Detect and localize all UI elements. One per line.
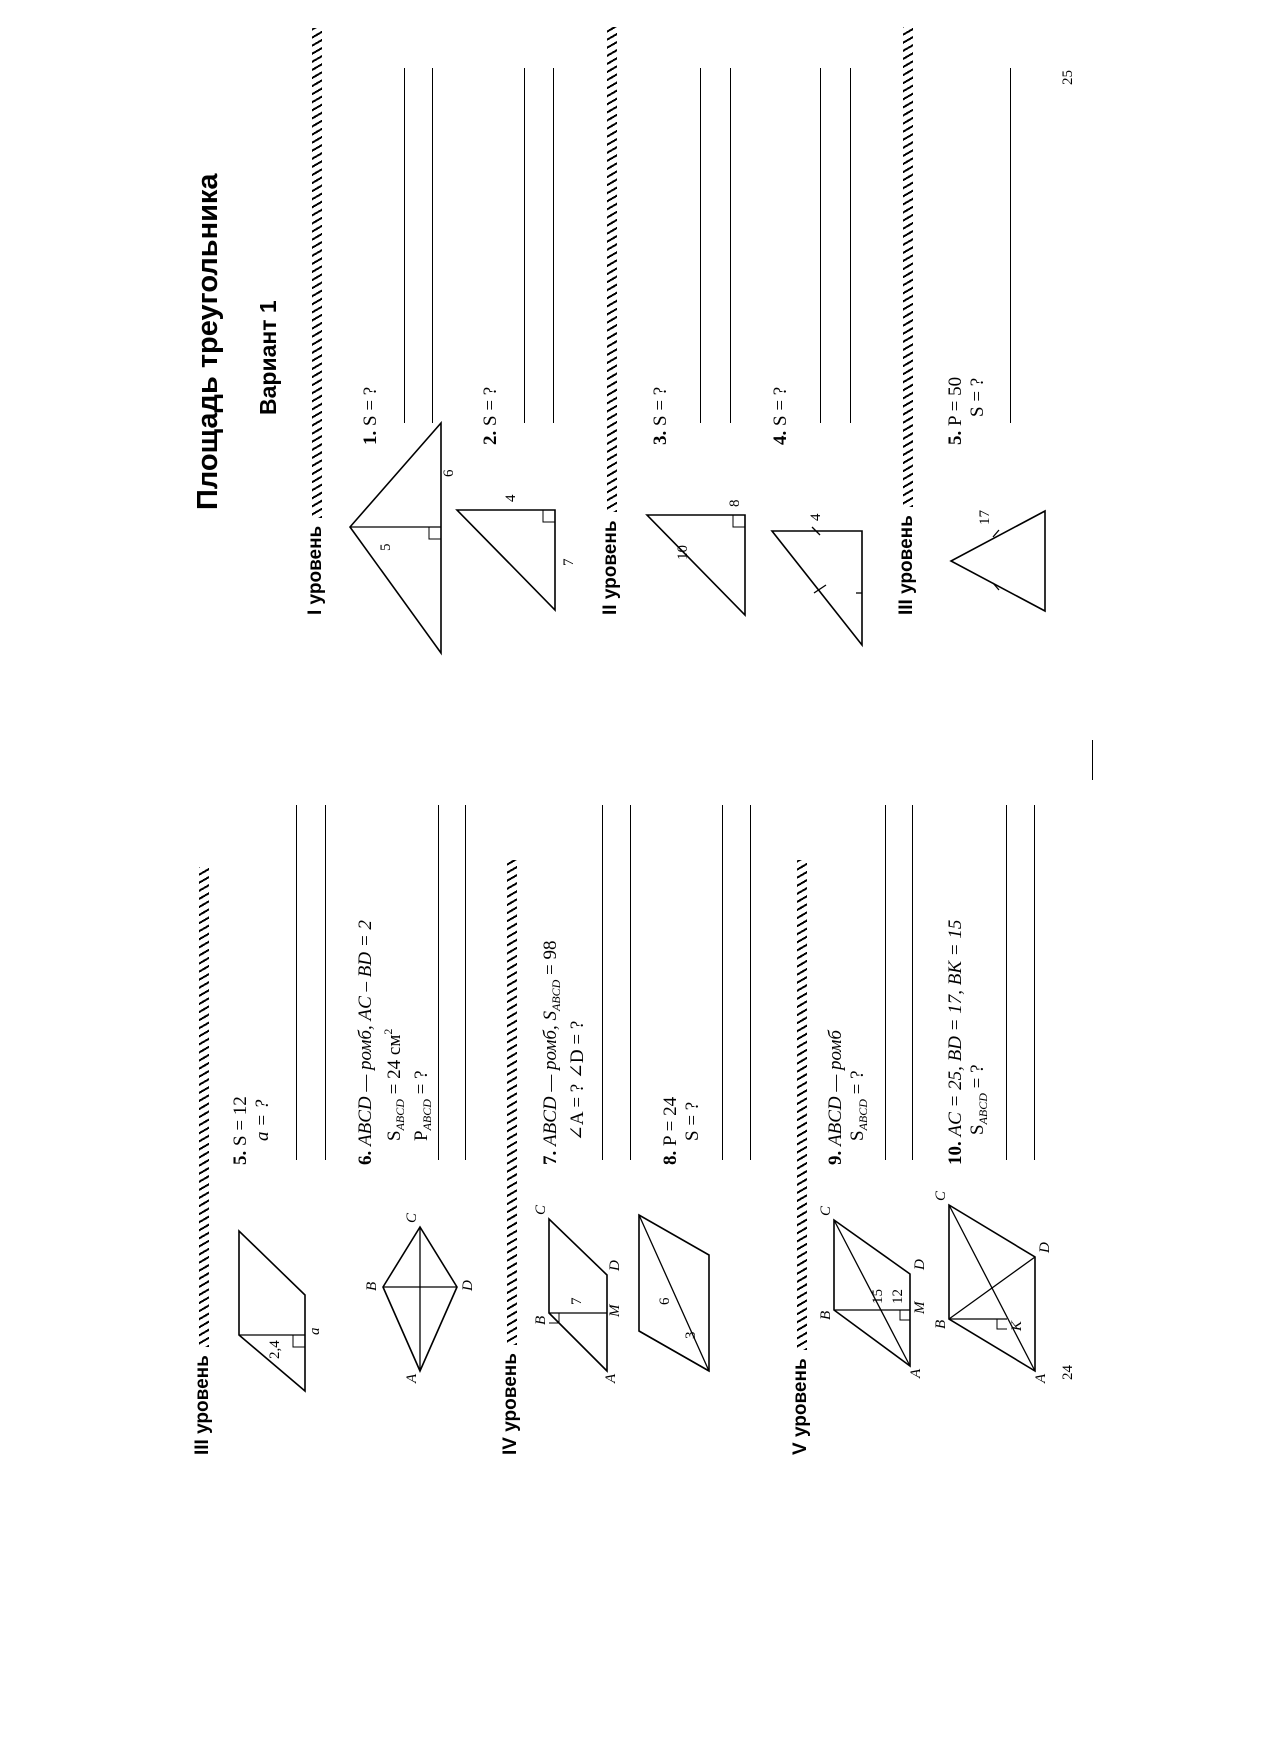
- task4: [770, 387, 792, 445]
- fig5-side-label: 17: [977, 510, 993, 525]
- fig6-vertex-B: B: [364, 1281, 380, 1291]
- fig10-vertex-A: A: [1033, 1373, 1049, 1383]
- task9-answer-line-1: [885, 805, 886, 1160]
- fig2-leg-a-label: 7: [561, 558, 577, 566]
- fig9-label-15: 15: [870, 1289, 886, 1304]
- fig5-equilateral-triangle: [945, 485, 1055, 615]
- right-level3-header: [896, 27, 918, 615]
- fig10-point-K: K: [1009, 1320, 1025, 1331]
- fig6-rhombus: [364, 1212, 476, 1383]
- task8-answer-line-1: [722, 805, 723, 1160]
- task9-line1: ABCD — ромб: [825, 1030, 846, 1146]
- fig5-height-label: 2,4: [267, 1340, 283, 1359]
- left-page-number: 24: [1060, 1365, 1076, 1380]
- left-level3-label: III уровень: [192, 1355, 213, 1455]
- task10: [945, 920, 994, 1165]
- task2-text: S = ?: [480, 386, 501, 426]
- fig10-vertex-D: D: [1037, 1242, 1053, 1253]
- task10-number: 10.: [945, 1141, 966, 1165]
- fig9-rhombus: [818, 1200, 928, 1378]
- task8: [660, 1097, 704, 1165]
- task9-number: 9.: [825, 1150, 846, 1165]
- task7-line1: ABCD — ромб, S: [540, 1011, 561, 1146]
- task7-answer-line-2: [630, 805, 631, 1160]
- task9-s-value: = ?: [847, 1070, 868, 1100]
- task3-text: S = ?: [650, 386, 671, 426]
- task5l-line2: a = ?: [252, 1099, 273, 1141]
- task6-p-value: = ?: [411, 1070, 432, 1100]
- task2: [480, 387, 502, 445]
- task1-text: S = ?: [360, 386, 381, 426]
- fig6-vertex-D: D: [460, 1280, 476, 1291]
- task10-s-letter: S: [967, 1124, 988, 1135]
- task6-s-value: = 24 см: [384, 1034, 405, 1100]
- task7-value: = 98: [540, 940, 561, 980]
- task5l-answer-line-2: [325, 805, 326, 1160]
- fig7-height-label: 7: [569, 1297, 585, 1305]
- right-page-number: 25: [1060, 70, 1076, 85]
- task3-number: 3.: [650, 430, 671, 445]
- task5-right: [945, 377, 989, 445]
- task10-line1: AC = 25, BD = 17, BK = 15: [945, 919, 966, 1137]
- task6-number: 6.: [355, 1150, 376, 1165]
- fig2-right-triangle: [455, 490, 575, 610]
- level5-label: V уровень: [790, 1358, 811, 1455]
- fig8-label-3: 3: [683, 1331, 699, 1339]
- task5r-answer-line: [1010, 68, 1011, 423]
- fig10-parallelogram: [933, 1185, 1053, 1383]
- task9: [825, 1030, 874, 1165]
- task6-p-letter: P: [411, 1130, 432, 1141]
- task6-answer-line-1: [438, 805, 439, 1160]
- level2-label: II уровень: [600, 520, 621, 615]
- fig10-vertex-B: B: [933, 1319, 949, 1329]
- task6: [355, 920, 438, 1165]
- task4-answer-line-2: [850, 68, 851, 423]
- task6-s-letter: S: [384, 1130, 405, 1141]
- task6-answer-line-2: [465, 805, 466, 1160]
- task7-line2: ∠A = ? ∠D = ?: [567, 1020, 588, 1141]
- task4-text: S = ?: [770, 386, 791, 426]
- fig2-leg-b-label: 4: [503, 494, 519, 502]
- task6-s-sub: ABCD: [393, 1099, 407, 1131]
- task3: [650, 387, 672, 445]
- task1-number: 1.: [360, 430, 381, 445]
- task1-answer-line-1: [404, 68, 405, 423]
- fig3-right-triangle: [645, 485, 755, 615]
- fig7-vertex-D: D: [607, 1260, 623, 1271]
- task5l-line1: S = 12: [230, 1096, 251, 1146]
- fig9-label-12: 12: [890, 1289, 906, 1304]
- fig3-hypotenuse-label: 10: [675, 545, 691, 560]
- right-level3-label: III уровень: [896, 515, 917, 615]
- fig4-side-label: 4: [808, 513, 824, 521]
- scan-mark: [1092, 740, 1093, 780]
- task7: [540, 940, 589, 1165]
- task5r-line2: S = ?: [967, 377, 988, 417]
- task8-line1: P = 24: [660, 1096, 681, 1146]
- task4-number: 4.: [770, 430, 791, 445]
- fig4-isosceles-triangle: [770, 515, 870, 655]
- task6-p-sub: ABCD: [420, 1099, 434, 1131]
- left-level3-header: [192, 867, 214, 1455]
- level5-header: [790, 860, 812, 1455]
- task8-number: 8.: [660, 1150, 681, 1165]
- fig8-parallelogram: [635, 1195, 715, 1375]
- level4-header: [500, 860, 522, 1455]
- task1-answer-line-2: [432, 68, 433, 423]
- task5l-number: 5.: [230, 1150, 251, 1165]
- fig5-parallelogram: [235, 1225, 323, 1395]
- fig9-vertex-B: B: [818, 1310, 834, 1320]
- task5r-line1: P = 50: [945, 376, 966, 426]
- task6-s-sup: 2: [381, 1028, 395, 1035]
- task6-line1: ABCD — ромб, AC – BD = 2: [355, 920, 376, 1146]
- task5l-answer-line-1: [296, 805, 297, 1160]
- task4-answer-line-1: [820, 68, 821, 423]
- level2-header: [600, 27, 622, 615]
- fig7-vertex-C: C: [533, 1204, 549, 1215]
- level1-label: I уровень: [305, 525, 326, 615]
- fig9-vertex-D: D: [912, 1259, 928, 1270]
- task5r-number: 5.: [945, 430, 966, 445]
- fig6-vertex-A: A: [404, 1373, 420, 1383]
- fig9-vertex-C: C: [818, 1205, 834, 1216]
- variant-heading: Вариант 1: [255, 300, 281, 415]
- fig7-vertex-A: A: [603, 1373, 619, 1383]
- fig7-vertex-B: B: [533, 1315, 549, 1325]
- page-title: Площадь треугольника: [192, 173, 224, 510]
- fig8-label-6: 6: [657, 1297, 673, 1305]
- fig9-point-M: M: [912, 1301, 928, 1314]
- task10-s-value: = ?: [967, 1064, 988, 1094]
- task3-answer-line-1: [700, 68, 701, 423]
- task3-answer-line-2: [730, 68, 731, 423]
- fig3-leg-label: 8: [727, 499, 743, 507]
- task2-answer-line-2: [553, 68, 554, 423]
- task8-line2: S = ?: [682, 1101, 703, 1141]
- task9-s-sub: ABCD: [856, 1099, 870, 1131]
- task7-number: 7.: [540, 1150, 561, 1165]
- task9-s-letter: S: [847, 1130, 868, 1141]
- task1: [360, 387, 382, 445]
- fig6-vertex-C: C: [404, 1212, 420, 1223]
- fig7-point-M: M: [607, 1304, 623, 1317]
- task2-answer-line-1: [524, 68, 525, 423]
- fig10-vertex-C: C: [933, 1190, 949, 1201]
- fig1-triangle: [340, 415, 457, 655]
- fig5-side-label-a: a: [307, 1327, 323, 1335]
- task5-left: [230, 1096, 274, 1165]
- fig1-height-label: 5: [378, 543, 394, 551]
- task10-answer-line-1: [1006, 805, 1007, 1160]
- task9-answer-line-2: [912, 805, 913, 1160]
- level1-header: [305, 28, 327, 615]
- task8-answer-line-2: [750, 805, 751, 1160]
- task7-answer-line-1: [602, 805, 603, 1160]
- level4-label: IV уровень: [500, 1353, 521, 1455]
- task2-number: 2.: [480, 430, 501, 445]
- fig9-vertex-A: A: [908, 1368, 924, 1378]
- task7-sub: ABCD: [549, 979, 563, 1012]
- fig1-base-label: 6: [441, 469, 457, 477]
- task10-s-sub: ABCD: [976, 1093, 990, 1125]
- task10-answer-line-2: [1034, 805, 1035, 1160]
- fig7-rhombus: [533, 1195, 623, 1383]
